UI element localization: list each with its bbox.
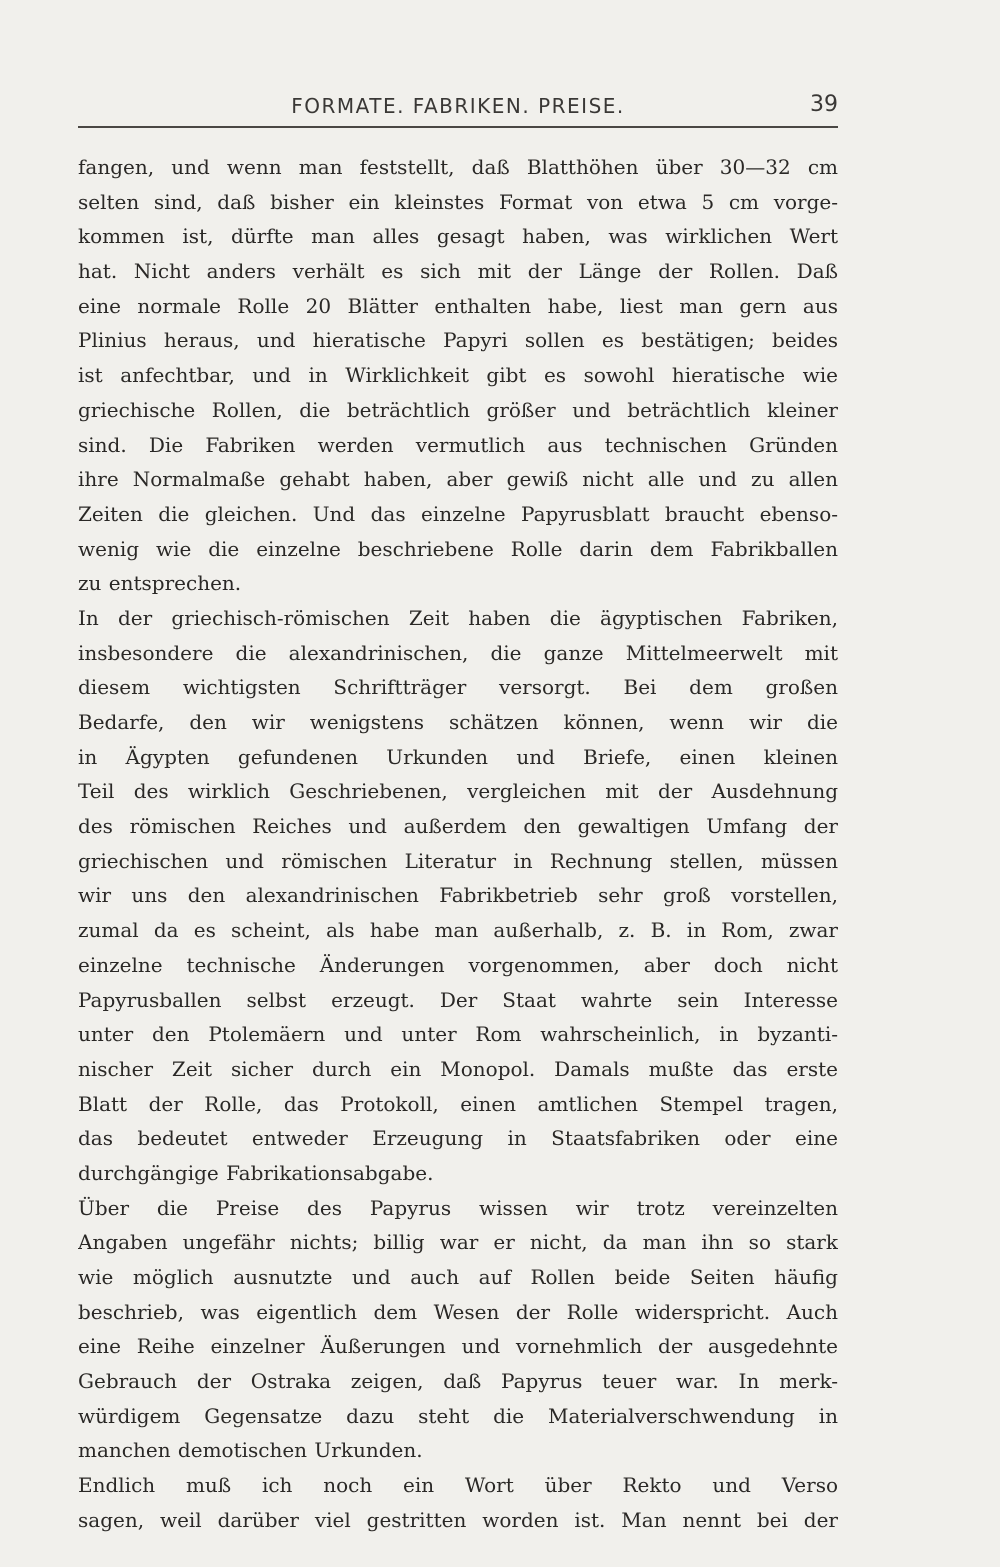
text-line: Über die Preise des Papyrus wissen wir trotz vereinzelten [78, 1195, 838, 1220]
text-line: wir uns den alexandrinischen Fabrikbetrieb sehr groß vorstellen, [78, 883, 838, 908]
text-line: zu entsprechen. [78, 571, 242, 596]
running-title: FORMATE. FABRIKEN. PREISE. [291, 94, 625, 118]
page-header [78, 92, 838, 128]
text-line: Blatt der Rolle, das Protokoll, einen amtlichen Stempel tragen, [78, 1091, 838, 1116]
text-line: kommen ist, dürfte man alles gesagt haben, was wirklichen Wert [78, 224, 838, 249]
page-number: 39 [810, 92, 838, 117]
text-line: des römischen Reiches und außerdem den gewaltigen Umfang der [78, 814, 838, 839]
text-line: einzelne technische Änderungen vorgenommen, aber doch nicht [78, 952, 838, 977]
text-line: diesem wichtigsten Schriftträger versorgt. Bei dem großen [78, 675, 838, 700]
text-line: Plinius heraus, und hieratische Papyri sollen es bestätigen; beides [78, 328, 838, 353]
text-line: in Ägypten gefundenen Urkunden und Briefe, einen kleinen [78, 744, 838, 769]
text-line: sind. Die Fabriken werden vermutlich aus technischen Gründen [78, 432, 838, 457]
text-line: hat. Nicht anders verhält es sich mit der Länge der Rollen. Daß [78, 259, 838, 284]
text-line: fangen, und wenn man feststellt, daß Blatthöhen über 30—32 cm [78, 155, 838, 179]
text-line: Bedarfe, den wir wenigstens schätzen können, wenn wir die [78, 710, 838, 734]
text-line: Zeiten die gleichen. Und das einzelne Papyrusblatt braucht ebenso- [78, 501, 838, 526]
text-line: zumal da es scheint, als habe man außerhalb, z. B. in Rom, zwar [78, 918, 838, 943]
text-line: nischer Zeit sicher durch ein Monopol. Damals mußte das erste [78, 1056, 838, 1081]
text-line: wie möglich ausnutzte und auch auf Rollen beide Seiten häufig [78, 1265, 838, 1289]
text-line: unter den Ptolemäern und unter Rom wahrscheinlich, in byzanti- [78, 1022, 838, 1047]
text-line: eine Reihe einzelner Äußerungen und vornehmlich der ausgedehnte [78, 1334, 838, 1359]
text-line: das bedeutet entweder Erzeugung in Staatsfabriken oder eine [78, 1126, 838, 1151]
text-line: würdigem Gegensatze dazu steht die Materialverschwendung in [78, 1403, 838, 1428]
text-line: Teil des wirklich Geschriebenen, vergleichen mit der Ausdehnung [78, 779, 838, 804]
text-line: durchgängige Fabrikationsabgabe. [78, 1160, 434, 1185]
body-text [78, 150, 838, 1538]
text-line: Endlich muß ich noch ein Wort über Rekto und Verso [78, 1473, 838, 1498]
text-line: Angaben ungefähr nichts; billig war er nicht, da man ihn so stark [78, 1230, 838, 1255]
text-line: Gebrauch der Ostraka zeigen, daß Papyrus teuer war. In merk- [78, 1369, 838, 1394]
text-line: selten sind, daß bisher ein kleinstes Format von etwa 5 cm vorge- [78, 189, 838, 214]
text-line: wenig wie die einzelne beschriebene Rolle darin dem Fabrikballen [78, 536, 838, 561]
text-line: manchen demotischen Urkunden. [78, 1438, 423, 1463]
text-line: eine normale Rolle 20 Blätter enthalten habe, liest man gern aus [78, 293, 838, 318]
text-line: insbesondere die alexandrinischen, die ganze Mittelmeerwelt mit [78, 640, 838, 665]
text-line: sagen, weil darüber viel gestritten worden ist. Man nennt bei der [78, 1507, 838, 1532]
text-line: griechischen und römischen Literatur in Rechnung stellen, müssen [78, 848, 838, 873]
text-line: griechische Rollen, die beträchtlich größer und beträchtlich kleiner [78, 397, 838, 422]
text-line: In der griechisch-römischen Zeit haben die ägyptischen Fabriken, [78, 605, 838, 630]
text-line: Papyrusballen selbst erzeugt. Der Staat wahrte sein Interesse [78, 987, 838, 1012]
text-line: beschrieb, was eigentlich dem Wesen der Rolle widerspricht. Auch [78, 1299, 838, 1324]
text-line: ist anfechtbar, und in Wirklichkeit gibt es sowohl hieratische wie [78, 363, 838, 388]
text-line: ihre Normalmaße gehabt haben, aber gewiß nicht alle und zu allen [78, 467, 838, 492]
